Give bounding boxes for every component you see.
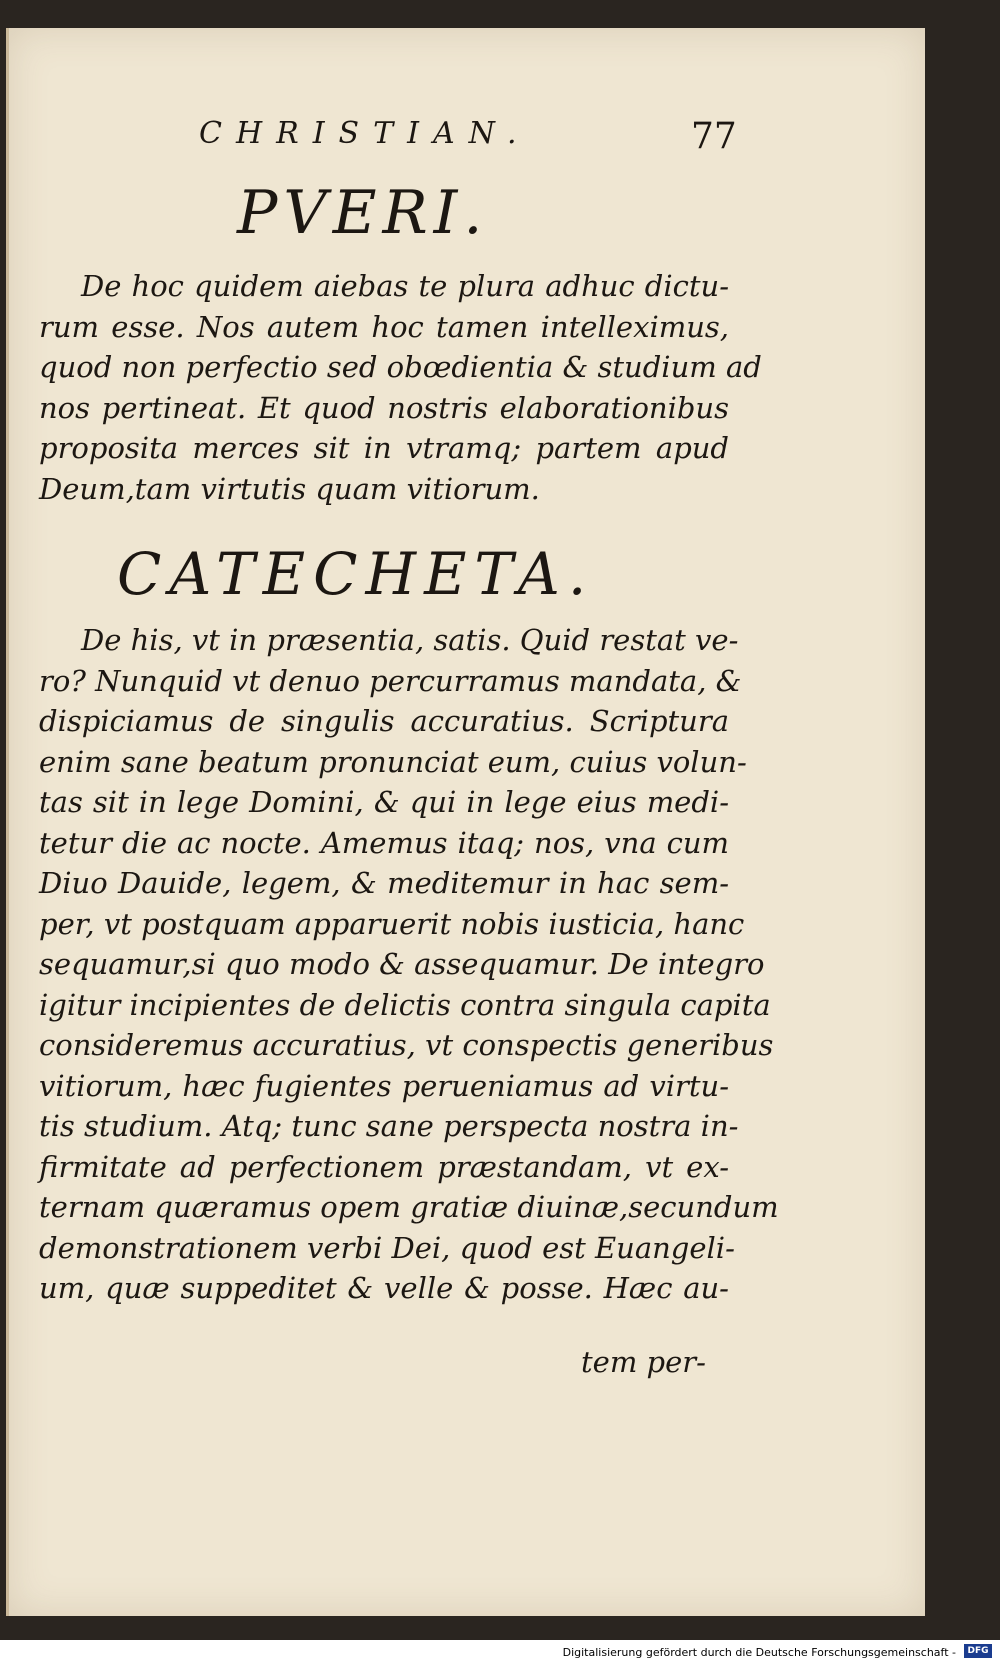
funding-notice: Digitalisierung gefördert durch die Deutsche Forschungsgemeinschaft - [562, 1646, 956, 1659]
paragraph-pueri [39, 266, 762, 509]
page-number: 77 [691, 116, 737, 157]
text-line: dispiciamus de singulis accuratius. Scriptura [39, 704, 729, 738]
speaker-heading-catecheta: CATECHETA. [117, 540, 595, 608]
book-page [6, 28, 925, 1616]
text-line: nos pertineat. Et quod nostris elaborationibus [39, 390, 729, 425]
text-line: enim sane beatum pronunciat eum, cuius volun- [39, 744, 747, 779]
speaker-heading-pueri: PVERI. [237, 178, 489, 248]
running-head: CHRISTIAN. [199, 116, 531, 151]
text-line: igitur incipientes de delictis contra singula capita [39, 987, 771, 1022]
text-line: firmitate ad perfectionem præstandam, vt ex- [39, 1149, 729, 1184]
text-line: De hoc quidem aiebas te plura adhuc dictu- [81, 269, 729, 303]
catchword: tem per- [581, 1345, 706, 1379]
text-line: proposita merces sit in vtramq; partem apud [39, 431, 729, 465]
text-line: tis studium. Atq; tunc sane perspecta nostra in- [39, 1109, 739, 1143]
text-line: vitiorum, hæc fugientes perueniamus ad virtu- [39, 1068, 729, 1103]
text-line: rum esse. Nos autem hoc tamen intelleximus, [39, 309, 729, 344]
paragraph-catecheta [39, 620, 779, 1309]
text-line: tetur die ac nocte. Amemus itaq; nos, vna cum [39, 825, 729, 860]
text-line: ro? Nunquid vt denuo percurramus mandata, & [39, 663, 742, 698]
text-line: quod non perfectio sed obœdientia & studium ad [39, 350, 762, 384]
dfg-logo-icon: DFG [964, 1644, 992, 1658]
text-line: tas sit in lege Domini, & qui in lege eius medi- [39, 785, 729, 819]
text-line: Diuo Dauide, legem, & meditemur in hac sem- [39, 866, 729, 900]
text-line: per, vt postquam apparuerit nobis iusticia, hanc [39, 906, 745, 941]
text-line: um, quæ suppeditet & velle & posse. Hæc au- [39, 1271, 729, 1305]
text-line: De his, vt in præsentia, satis. Quid restat ve- [81, 623, 739, 657]
text-line: consideremus accuratius, vt conspectis generibus [39, 1028, 774, 1062]
text-line: demonstrationem verbi Dei, quod est Euangeli- [39, 1230, 735, 1265]
text-line: ternam quæramus opem gratiæ diuinæ,secundum [39, 1190, 779, 1224]
text-line: sequamur,si quo modo & assequamur. De integro [39, 947, 765, 981]
text-line: Deum,tam virtutis quam vitiorum. [39, 471, 540, 506]
digitization-footer [0, 1640, 1000, 1664]
